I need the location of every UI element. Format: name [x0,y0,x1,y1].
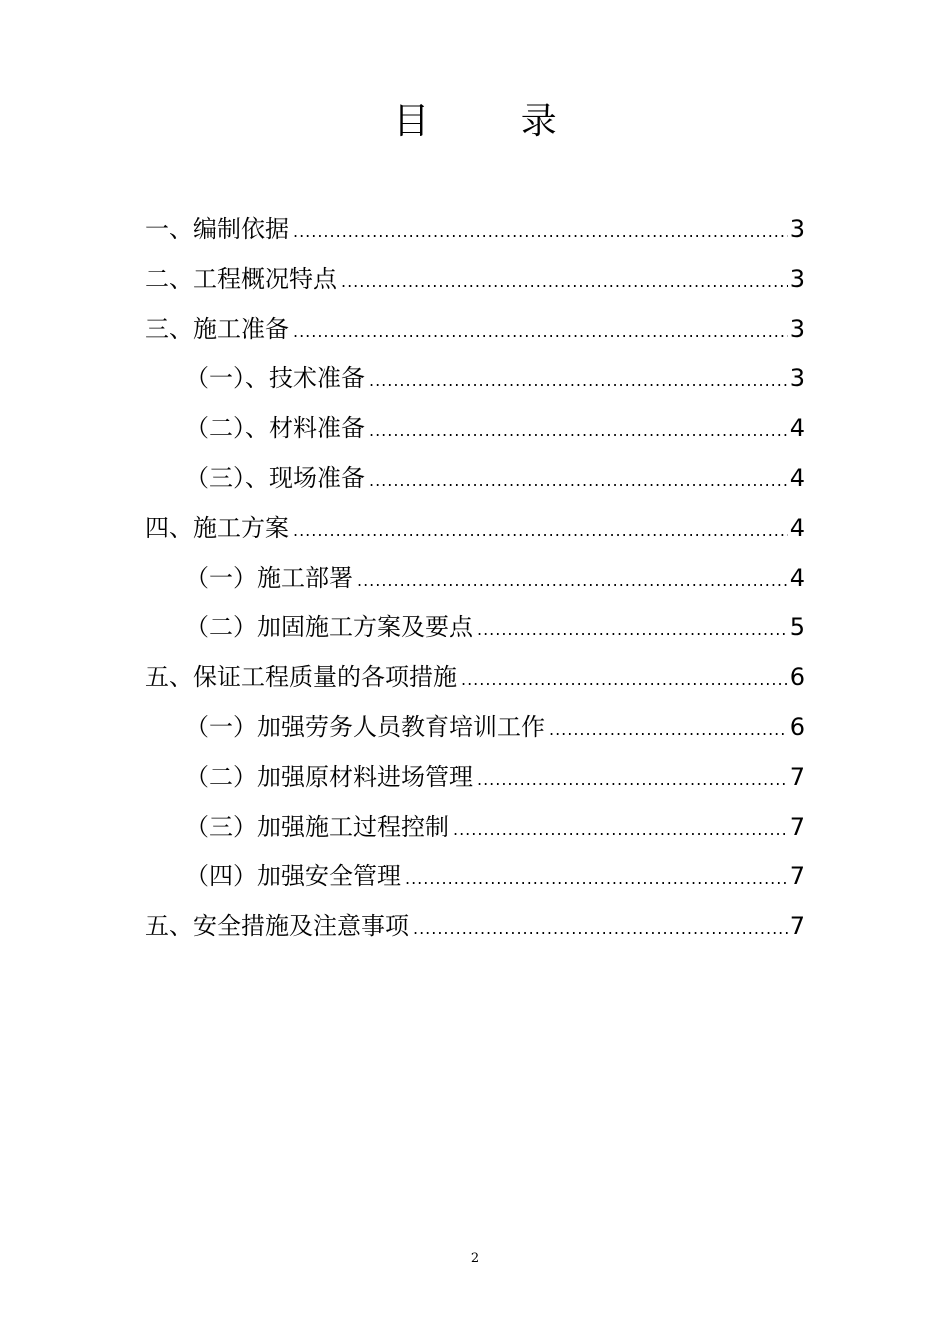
toc-dot-leader [369,356,788,406]
toc-subentry[interactable] [145,554,805,604]
toc-entry[interactable] [145,504,805,554]
toc-dot-leader [453,805,788,855]
toc-entry-page: 3 [789,314,805,343]
toc-subentry[interactable] [145,404,805,454]
toc-entry-text: 三、施工准备 [145,314,289,343]
toc-dot-leader [357,556,788,606]
toc-entry[interactable] [145,902,805,952]
toc-dot-leader [293,207,788,257]
toc-dot-leader [477,605,788,655]
toc-entry[interactable] [145,653,805,703]
toc-entry-text: （一）施工部署 [185,563,353,592]
toc-entry-page: 4 [789,563,805,592]
toc-dot-leader [413,904,788,954]
toc-entry-text: （二）加固施工方案及要点 [185,613,473,642]
toc-dot-leader [549,705,788,755]
toc-dot-leader [369,456,788,506]
page-title: 目 录 [393,101,597,142]
toc-dot-leader [293,506,788,556]
toc-dot-leader [293,307,788,357]
toc-dot-leader [461,655,788,705]
toc-entry-text: （一）、技术准备 [185,364,365,393]
toc-entry-text: （四）加强安全管理 [185,862,401,891]
toc-entry[interactable] [145,205,805,255]
toc-entry-page: 5 [789,613,805,642]
toc-entry-page: 4 [789,414,805,443]
toc-dot-leader [369,406,788,456]
toc-subentry[interactable] [145,454,805,504]
toc-subentry[interactable] [145,852,805,902]
toc-entry-page: 4 [789,513,805,542]
toc-subentry[interactable] [145,803,805,853]
toc-entry-page: 4 [789,463,805,492]
table-of-contents [145,205,805,952]
toc-entry-page: 3 [789,364,805,393]
toc-entry-page: 7 [789,762,805,791]
toc-entry-page: 7 [789,862,805,891]
page-number: 2 [470,1251,480,1266]
toc-subentry[interactable] [145,354,805,404]
toc-entry-text: （二）加强原材料进场管理 [185,762,473,791]
toc-entry-page: 7 [789,812,805,841]
toc-entry-text: （三）、现场准备 [185,463,365,492]
toc-dot-leader [477,755,788,805]
toc-entry-text: 四、施工方案 [145,513,289,542]
toc-entry[interactable] [145,255,805,305]
toc-dot-leader [341,257,788,307]
toc-subentry[interactable] [145,603,805,653]
toc-entry-text: （二）、材料准备 [185,414,365,443]
toc-subentry[interactable] [145,753,805,803]
toc-entry-text: （一）加强劳务人员教育培训工作 [185,712,545,741]
toc-entry-page: 6 [789,663,805,692]
toc-entry-text: 五、保证工程质量的各项措施 [145,663,457,692]
toc-entry[interactable] [145,305,805,355]
toc-subentry[interactable] [145,703,805,753]
toc-entry-page: 3 [789,215,805,243]
toc-entry-text: 五、安全措施及注意事项 [145,912,409,941]
toc-entry-text: 一、编制依据 [145,215,289,243]
toc-entry-page: 7 [789,912,805,941]
toc-entry-page: 3 [789,264,805,293]
toc-dot-leader [405,854,788,904]
toc-entry-text: 二、工程概况特点 [145,264,337,293]
toc-entry-page: 6 [789,712,805,741]
toc-entry-text: （三）加强施工过程控制 [185,812,449,841]
